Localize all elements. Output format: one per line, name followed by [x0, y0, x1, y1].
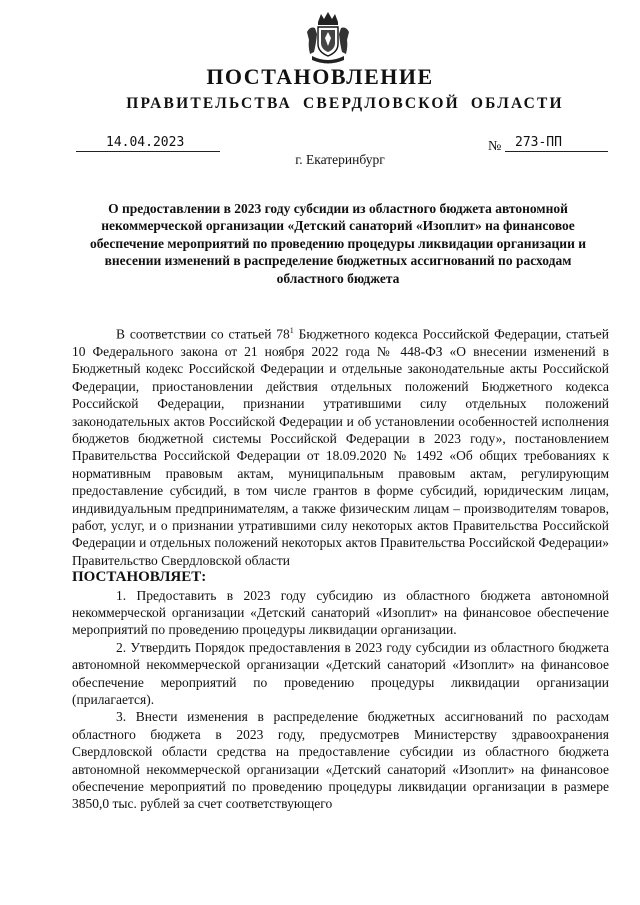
preamble-rest: Бюджетного кодекса Российской Федерации, статьей 10 Федерального закона от 21 ноября 2022 года № 448-ФЗ «О внесении изменений в Бюджетный кодекс Российской Федерации и отдельные законодательные акты Российской Федерации, приостановлении действия отдельных положений Бюджетного кодекса Российской Федерации, признании утратившими силу отдельных положений законодательных актов Российской Федерации и об установлении особенностей исполнения бюджетов бюджетной системы Российской Федерации в 2023 году», постановлением Правительства Российской Федерации от 18.09.2020 № 1492 «Об общих требованиях к нормативным правовым актам, муниципальным правовым актам, регулирующим предоставление субсидий, в том числе грантов в форме субсидий, юридическим лицам, индивидуальным предпринимателям, а также физическим лицам – производителям товаров, работ, услуг, и о признании утратившими силу некоторых актов Правительства Российской Федерации и отдельных положений некоторых актов Правительства Российской Федерации» Правительство Свердловской области — [72, 326, 609, 568]
article-superscript: 1 — [289, 326, 294, 335]
resolve-heading: ПОСТАНОВЛЯЕТ: — [72, 569, 207, 586]
coat-of-arms-icon — [304, 10, 352, 66]
issuing-authority-heading: ПРАВИТЕЛЬСТВА СВЕРДЛОВСКОЙ ОБЛАСТИ — [126, 95, 564, 112]
document-body — [72, 322, 609, 813]
document-type-heading: ПОСТАНОВЛЕНИЕ — [206, 64, 434, 89]
document-title: О предоставлении в 2023 году субсидии из областного бюджета автономной некоммерческой организации «Детский санаторий «Изоплит» на финансовое обеспечение мероприятий по проведению процедуры ликвидации организации и внесении изменений в распределение бюджетных ассигнований по расходам областного бюджета — [89, 201, 587, 286]
number-sign: № — [488, 139, 502, 154]
document-date-field: 14.04.2023 — [76, 136, 220, 152]
clause-1: 1. Предоставить в 2023 году субсидию из областного бюджета автономной некоммерческой организации «Детский санаторий «Изоплит» на финансовое обеспечение мероприятий по проведению процедуры ликвидации организации. — [72, 587, 609, 638]
clause-3: 3. Внести изменения в распределение бюджетных ассигнований по расходам областного бюджета в 2023 году, предусмотрев Министерству здравоохранения Свердловской области средства на предоставление субсидии из областного бюджета автономной некоммерческой организации «Детский санаторий «Изоплит» на финансовое обеспечение мероприятий по проведению процедуры ликвидации организации в размере 3850,0 тыс. рублей за счет соответствующего — [72, 709, 609, 812]
preamble-start: В соответствии со статьей 78 — [116, 326, 290, 342]
clause-2: 2. Утвердить Порядок предоставления в 2023 году субсидии из областного бюджета автономной некоммерческой организации «Детский санаторий «Изоплит» на финансовое обеспечение мероприятий по проведению процедуры ликвидации организации (прилагается). — [72, 639, 609, 708]
preamble-paragraph — [72, 322, 609, 569]
city-line: г. Екатеринбург — [295, 152, 385, 167]
document-number-field: 273-ПП — [505, 136, 608, 152]
